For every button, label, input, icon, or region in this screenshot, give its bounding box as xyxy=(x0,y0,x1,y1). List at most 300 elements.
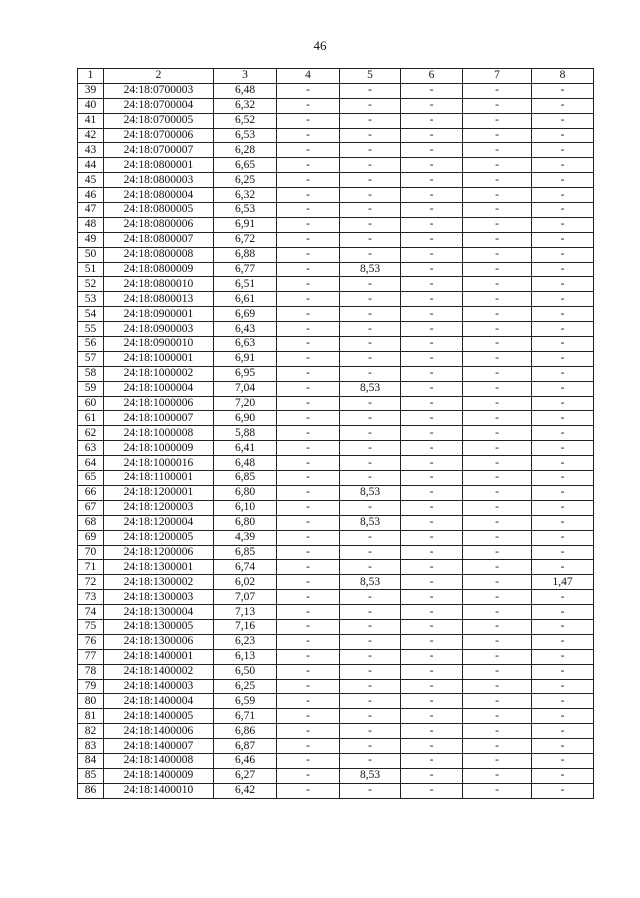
table-row xyxy=(78,188,594,203)
table-cell: - xyxy=(340,128,401,143)
table-row xyxy=(78,203,594,218)
table-cell: - xyxy=(532,173,594,188)
table-cell: 24:18:1200006 xyxy=(104,545,214,560)
table-cell: 6,46 xyxy=(214,753,277,768)
table-cell: - xyxy=(401,426,463,441)
table-cell: 6,85 xyxy=(214,545,277,560)
table-cell: 7,07 xyxy=(214,590,277,605)
page-number: 46 xyxy=(313,38,327,53)
table-cell: - xyxy=(463,113,532,128)
table-cell: 79 xyxy=(78,679,104,694)
table-cell: - xyxy=(532,113,594,128)
table-row xyxy=(78,739,594,754)
table-cell: 6,88 xyxy=(214,247,277,262)
table-cell: 24:18:1200001 xyxy=(104,485,214,500)
table-row xyxy=(78,441,594,456)
table-cell: - xyxy=(532,694,594,709)
table-cell: 24:18:0800003 xyxy=(104,173,214,188)
table-cell: 24:18:0900010 xyxy=(104,337,214,352)
table-row xyxy=(78,649,594,664)
table-cell: - xyxy=(277,188,340,203)
table-cell: 6,77 xyxy=(214,262,277,277)
table-cell: - xyxy=(340,277,401,292)
table-cell: - xyxy=(532,739,594,754)
table-cell: - xyxy=(401,307,463,322)
table-cell: - xyxy=(340,322,401,337)
table-cell: - xyxy=(463,515,532,530)
table-cell: - xyxy=(340,649,401,664)
table-cell: - xyxy=(401,753,463,768)
table-cell: - xyxy=(463,83,532,98)
table-cell: 6,25 xyxy=(214,173,277,188)
table-cell: 24:18:1300004 xyxy=(104,605,214,620)
table-cell: 6,48 xyxy=(214,83,277,98)
table-cell: 24:18:1000007 xyxy=(104,411,214,426)
table-cell: - xyxy=(532,128,594,143)
table-cell: - xyxy=(463,590,532,605)
table-cell: - xyxy=(532,515,594,530)
table-cell: 4,39 xyxy=(214,530,277,545)
table-cell: - xyxy=(463,739,532,754)
table-row xyxy=(78,634,594,649)
table-cell: - xyxy=(340,158,401,173)
table-cell: - xyxy=(532,158,594,173)
table-cell: - xyxy=(532,679,594,694)
table-cell: 54 xyxy=(78,307,104,322)
table-cell: - xyxy=(277,98,340,113)
table-cell: - xyxy=(340,634,401,649)
table-cell: 6,86 xyxy=(214,724,277,739)
table-row xyxy=(78,545,594,560)
table-cell: 24:18:0900003 xyxy=(104,322,214,337)
table-cell: 24:18:1000016 xyxy=(104,456,214,471)
table-cell: - xyxy=(277,649,340,664)
table-cell: - xyxy=(277,679,340,694)
table-cell: - xyxy=(401,590,463,605)
table-cell: - xyxy=(401,203,463,218)
table-cell: - xyxy=(463,217,532,232)
table-cell: 42 xyxy=(78,128,104,143)
table-cell: - xyxy=(463,366,532,381)
table-cell: - xyxy=(463,128,532,143)
table-cell: - xyxy=(463,679,532,694)
table-cell: - xyxy=(401,515,463,530)
table-cell: - xyxy=(340,530,401,545)
table-row xyxy=(78,322,594,337)
table-cell: 24:18:0800008 xyxy=(104,247,214,262)
column-header: 6 xyxy=(401,69,463,84)
table-row xyxy=(78,217,594,232)
table-cell: 51 xyxy=(78,262,104,277)
table-cell: - xyxy=(532,396,594,411)
table-cell: 48 xyxy=(78,217,104,232)
table-cell: - xyxy=(463,322,532,337)
table-row xyxy=(78,262,594,277)
table-cell: 24:18:1400005 xyxy=(104,709,214,724)
table-row xyxy=(78,694,594,709)
table-cell: - xyxy=(532,634,594,649)
table-cell: - xyxy=(401,322,463,337)
table-cell: - xyxy=(532,471,594,486)
table-cell: - xyxy=(340,188,401,203)
table-cell: 83 xyxy=(78,739,104,754)
table-cell: 80 xyxy=(78,694,104,709)
table-cell: 24:18:0800009 xyxy=(104,262,214,277)
table-cell: 24:18:1400002 xyxy=(104,664,214,679)
table-row xyxy=(78,98,594,113)
table-cell: - xyxy=(340,560,401,575)
table-cell: - xyxy=(463,471,532,486)
table-row xyxy=(78,113,594,128)
table-row xyxy=(78,485,594,500)
table-cell: - xyxy=(401,262,463,277)
table-cell: - xyxy=(277,143,340,158)
table-cell: 24:18:1100001 xyxy=(104,471,214,486)
table-cell: - xyxy=(340,605,401,620)
table-cell: - xyxy=(277,232,340,247)
table-cell: - xyxy=(463,753,532,768)
table-cell: 6,48 xyxy=(214,456,277,471)
table-row xyxy=(78,277,594,292)
table-row xyxy=(78,471,594,486)
table-cell: - xyxy=(401,188,463,203)
table-cell: 24:18:0800001 xyxy=(104,158,214,173)
table-row xyxy=(78,337,594,352)
table-cell: - xyxy=(401,337,463,352)
table-cell: - xyxy=(401,366,463,381)
table-cell: 61 xyxy=(78,411,104,426)
table-cell: - xyxy=(401,500,463,515)
table-cell: - xyxy=(277,515,340,530)
table-cell: - xyxy=(340,441,401,456)
table-cell: - xyxy=(532,203,594,218)
table-row xyxy=(78,515,594,530)
table-cell: - xyxy=(340,426,401,441)
table-cell: 24:18:1400009 xyxy=(104,768,214,783)
table-cell: - xyxy=(463,232,532,247)
table-cell: 70 xyxy=(78,545,104,560)
table-cell: 85 xyxy=(78,768,104,783)
table-row xyxy=(78,456,594,471)
table-row xyxy=(78,619,594,634)
table-row xyxy=(78,679,594,694)
table-cell: 66 xyxy=(78,485,104,500)
table-cell: 6,90 xyxy=(214,411,277,426)
table-cell: - xyxy=(532,605,594,620)
table-cell: - xyxy=(463,605,532,620)
table-cell: - xyxy=(532,98,594,113)
table-cell: 6,43 xyxy=(214,322,277,337)
table-cell: 24:18:1300001 xyxy=(104,560,214,575)
table-row xyxy=(78,83,594,98)
table-cell: 6,10 xyxy=(214,500,277,515)
table-cell: - xyxy=(463,500,532,515)
table-cell: 7,20 xyxy=(214,396,277,411)
table-row xyxy=(78,351,594,366)
table-cell: - xyxy=(340,753,401,768)
table-cell: 6,74 xyxy=(214,560,277,575)
table-cell: 6,85 xyxy=(214,471,277,486)
table-cell: - xyxy=(277,83,340,98)
table-cell: - xyxy=(532,560,594,575)
table-cell: - xyxy=(532,441,594,456)
table-cell: 6,71 xyxy=(214,709,277,724)
table-cell: 24:18:1200005 xyxy=(104,530,214,545)
table-cell: - xyxy=(340,724,401,739)
table-row xyxy=(78,783,594,798)
table-cell: - xyxy=(401,530,463,545)
table-cell: - xyxy=(340,351,401,366)
table-cell: 39 xyxy=(78,83,104,98)
table-cell: - xyxy=(532,709,594,724)
table-cell: 58 xyxy=(78,366,104,381)
table-cell: - xyxy=(463,664,532,679)
table-cell: 6,95 xyxy=(214,366,277,381)
table-cell: - xyxy=(340,500,401,515)
table-cell: - xyxy=(277,307,340,322)
table-cell: 8,53 xyxy=(340,381,401,396)
table-cell: - xyxy=(463,381,532,396)
table-cell: - xyxy=(277,560,340,575)
table-cell: 8,53 xyxy=(340,575,401,590)
table-cell: - xyxy=(277,441,340,456)
table-cell: 46 xyxy=(78,188,104,203)
table-cell: - xyxy=(277,217,340,232)
table-cell: - xyxy=(463,351,532,366)
table-cell: - xyxy=(463,783,532,798)
table-cell: - xyxy=(532,411,594,426)
table-cell: - xyxy=(401,619,463,634)
table-cell: - xyxy=(277,753,340,768)
table-cell: 24:18:1400007 xyxy=(104,739,214,754)
table-cell: - xyxy=(532,590,594,605)
table-cell: - xyxy=(340,98,401,113)
table-cell: 24:18:1000004 xyxy=(104,381,214,396)
table-row xyxy=(78,396,594,411)
table-cell: - xyxy=(463,426,532,441)
table-row xyxy=(78,411,594,426)
table-cell: - xyxy=(463,247,532,262)
table-cell: 47 xyxy=(78,203,104,218)
table-cell: - xyxy=(277,277,340,292)
table-cell: 6,61 xyxy=(214,292,277,307)
table-cell: - xyxy=(401,605,463,620)
table-cell: - xyxy=(401,664,463,679)
table-cell: - xyxy=(277,590,340,605)
table-cell: - xyxy=(277,396,340,411)
table-cell: - xyxy=(532,485,594,500)
table-cell: - xyxy=(340,173,401,188)
table-cell: 6,41 xyxy=(214,441,277,456)
table-cell: 6,50 xyxy=(214,664,277,679)
table-cell: - xyxy=(340,217,401,232)
table-cell: - xyxy=(401,217,463,232)
table-cell: 52 xyxy=(78,277,104,292)
table-cell: - xyxy=(463,203,532,218)
table-row xyxy=(78,560,594,575)
table-cell: - xyxy=(532,188,594,203)
table-cell: - xyxy=(401,98,463,113)
table-cell: 78 xyxy=(78,664,104,679)
table-cell: - xyxy=(401,441,463,456)
table-row xyxy=(78,366,594,381)
column-header: 3 xyxy=(214,69,277,84)
table-cell: 6,63 xyxy=(214,337,277,352)
table-cell: - xyxy=(463,173,532,188)
table-cell: 24:18:1400008 xyxy=(104,753,214,768)
table-cell: 64 xyxy=(78,456,104,471)
table-cell: 24:18:0700005 xyxy=(104,113,214,128)
table-cell: 6,32 xyxy=(214,188,277,203)
table-cell: 82 xyxy=(78,724,104,739)
table-row xyxy=(78,500,594,515)
table-cell: - xyxy=(463,262,532,277)
table-cell: 6,23 xyxy=(214,634,277,649)
table-cell: - xyxy=(277,426,340,441)
table-cell: - xyxy=(277,262,340,277)
table-cell: - xyxy=(463,649,532,664)
table-cell: 24:18:1300002 xyxy=(104,575,214,590)
table-cell: - xyxy=(532,619,594,634)
table-cell: - xyxy=(532,143,594,158)
table-cell: 24:18:0700003 xyxy=(104,83,214,98)
table-cell: 6,87 xyxy=(214,739,277,754)
table-cell: - xyxy=(277,322,340,337)
table-cell: 6,65 xyxy=(214,158,277,173)
table-cell: - xyxy=(277,337,340,352)
table-cell: 1,47 xyxy=(532,575,594,590)
table-cell: - xyxy=(401,158,463,173)
table-cell: - xyxy=(401,679,463,694)
table-cell: - xyxy=(277,530,340,545)
table-cell: - xyxy=(277,158,340,173)
table-cell: - xyxy=(340,739,401,754)
table-row xyxy=(78,575,594,590)
table-cell: 49 xyxy=(78,232,104,247)
table-cell: 62 xyxy=(78,426,104,441)
table-cell: 73 xyxy=(78,590,104,605)
table-cell: - xyxy=(340,664,401,679)
table-cell: - xyxy=(463,619,532,634)
table-cell: - xyxy=(277,351,340,366)
table-cell: - xyxy=(277,634,340,649)
table-row xyxy=(78,158,594,173)
table-cell: - xyxy=(277,411,340,426)
table-cell: - xyxy=(463,396,532,411)
table-cell: - xyxy=(340,83,401,98)
table-cell: 24:18:1400004 xyxy=(104,694,214,709)
table-cell: 24:18:1300006 xyxy=(104,634,214,649)
table-row xyxy=(78,247,594,262)
table-cell: 24:18:0800005 xyxy=(104,203,214,218)
table-cell: 24:18:1000006 xyxy=(104,396,214,411)
table-cell: - xyxy=(277,694,340,709)
table-cell: 24:18:1200003 xyxy=(104,500,214,515)
table-cell: - xyxy=(277,292,340,307)
table-cell: - xyxy=(463,768,532,783)
table-cell: - xyxy=(401,381,463,396)
table-cell: 24:18:0800010 xyxy=(104,277,214,292)
table-cell: - xyxy=(401,724,463,739)
table-row xyxy=(78,143,594,158)
table-cell: - xyxy=(340,203,401,218)
table-cell: - xyxy=(401,783,463,798)
table-cell: 6,52 xyxy=(214,113,277,128)
table-cell: 6,69 xyxy=(214,307,277,322)
table-cell: - xyxy=(401,649,463,664)
table-cell: - xyxy=(277,575,340,590)
table-cell: 24:18:1000001 xyxy=(104,351,214,366)
table-cell: 24:18:1200004 xyxy=(104,515,214,530)
column-header: 4 xyxy=(277,69,340,84)
table-cell: - xyxy=(340,396,401,411)
table-cell: 6,51 xyxy=(214,277,277,292)
table-cell: - xyxy=(340,694,401,709)
table-cell: - xyxy=(277,724,340,739)
column-header: 7 xyxy=(463,69,532,84)
table-cell: - xyxy=(277,456,340,471)
table-cell: 6,27 xyxy=(214,768,277,783)
table-row xyxy=(78,173,594,188)
table-cell: - xyxy=(532,783,594,798)
table-cell: - xyxy=(401,351,463,366)
table-cell: - xyxy=(532,753,594,768)
table-cell: - xyxy=(463,158,532,173)
table-cell: - xyxy=(401,768,463,783)
table-row xyxy=(78,605,594,620)
table-cell: - xyxy=(340,783,401,798)
table-cell: - xyxy=(401,292,463,307)
table-cell: 24:18:1000008 xyxy=(104,426,214,441)
table-cell: - xyxy=(532,381,594,396)
table-cell: 24:18:1300005 xyxy=(104,619,214,634)
table-cell: - xyxy=(401,709,463,724)
table-cell: - xyxy=(401,739,463,754)
table-cell: - xyxy=(401,396,463,411)
table-cell: 67 xyxy=(78,500,104,515)
table-cell: - xyxy=(340,247,401,262)
table-cell: 65 xyxy=(78,471,104,486)
table-cell: - xyxy=(463,724,532,739)
table-header-row xyxy=(78,69,594,84)
table-cell: 77 xyxy=(78,649,104,664)
table-cell: - xyxy=(340,545,401,560)
table-cell: 72 xyxy=(78,575,104,590)
table-cell: - xyxy=(532,262,594,277)
table-cell: 24:18:0700007 xyxy=(104,143,214,158)
table-cell: - xyxy=(277,783,340,798)
table-cell: - xyxy=(463,485,532,500)
table-cell: 6,53 xyxy=(214,203,277,218)
table-cell: - xyxy=(340,471,401,486)
table-row xyxy=(78,307,594,322)
table-cell: 74 xyxy=(78,605,104,620)
table-cell: - xyxy=(340,292,401,307)
table-cell: - xyxy=(277,113,340,128)
table-cell: - xyxy=(340,709,401,724)
table-cell: 6,28 xyxy=(214,143,277,158)
table-cell: - xyxy=(463,575,532,590)
table-cell: - xyxy=(532,545,594,560)
table-cell: - xyxy=(532,307,594,322)
table-cell: 24:18:0900001 xyxy=(104,307,214,322)
table-cell: - xyxy=(277,619,340,634)
table-cell: - xyxy=(340,337,401,352)
table-cell: - xyxy=(401,277,463,292)
table-cell: - xyxy=(401,113,463,128)
table-cell: 24:18:1400003 xyxy=(104,679,214,694)
table-cell: 24:18:0800007 xyxy=(104,232,214,247)
